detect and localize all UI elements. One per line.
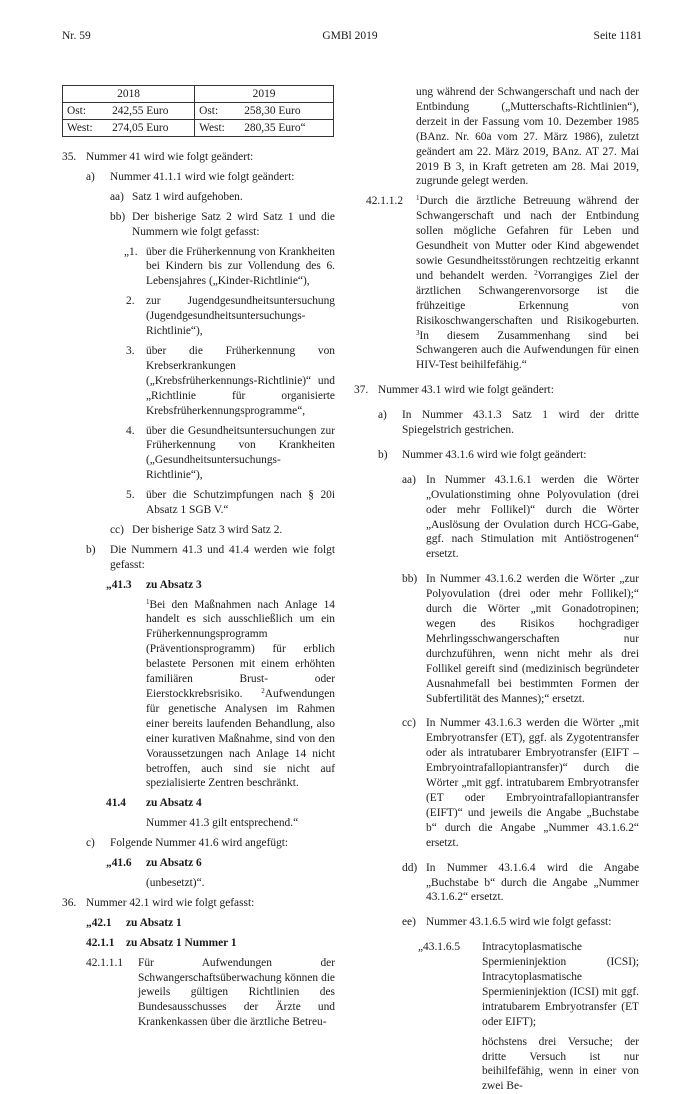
paragraph-41-3: $^1$Bei den Maßnahmen nach Anlage 14 handelt es sich ausschließlich um ein Früherkennungsprogramm (Präventionsprogramm) für erblich belastete Personen mit einem erhöhten familiären Brust- oder Eierstockkrebsrisiko. $^2$Aufwendungen für genetische Analysen im Rahmen einer bereits laufenden Behandlung, also einer kurativen Maßnahme, sind von den Voraussetzungen nach Anlage 14 nicht betroffen, auch sind sie nicht auf spezialisierte Zentren beschränkt. bbox=[146, 597, 335, 790]
section-heading: „42.1 zu Absatz 1 bbox=[86, 916, 182, 929]
table-cell: West: bbox=[195, 120, 241, 137]
item-37b-ee: ee) Nummer 43.1.6.5 wird wie folgt gefasst: bbox=[402, 916, 612, 929]
table-row bbox=[63, 103, 334, 120]
item-36: 36. Nummer 42.1 wird wie folgt gefasst: bbox=[62, 896, 255, 909]
section-heading: „41.3 zu Absatz 3 bbox=[106, 578, 202, 591]
item-37b-bb: bb) In Nummer 43.1.6.2 werden die Wörter „zur Polyovulation (drei oder mehr Follikel);“ durch die Wörter „mit Gonadotropinen; wegen des Risikos hochgradiger Mehrlingsschwangerschaften nur durchzuführen, wenn nicht mehr als drei Follikel gereift sind (medizinisch begründeter Ausnahmefall bei bestimmten Formen der Subfertilität des Mannes);“ ersetzt. bbox=[402, 573, 639, 705]
left-column bbox=[62, 150, 335, 1030]
rates-table bbox=[62, 85, 334, 137]
paragraph-41-6: (unbesetzt)“. bbox=[146, 876, 205, 889]
list-item: 4. über die Gesundheitsuntersuchungen zur Früherkennung von Krankheiten („Gesundheitsuntersuchungs-Richtlinie“), bbox=[126, 424, 335, 482]
table-row bbox=[63, 120, 334, 137]
table-cell: 258,30 Euro bbox=[240, 103, 333, 120]
item-37b-dd: dd) In Nummer 43.1.6.4 wird die Angabe „Buchstabe b“ durch die Angabe „Nummer 43.1.6.2“ ersetzt. bbox=[402, 861, 639, 904]
paragraph-42-1-1-2: 42.1.1.2 $^1$Durch die ärztliche Betreuung während der Schwangerschaft und nach der Entbindung sollen mögliche Gefahren für Leben und Gesundheit von Mutter oder Kind abgewendet sowie Gesundheitsstörungen rechtzeitig erkannt und behandelt werden. $^2$Vorrangiges Ziel der ärztlichen Schwangerenvorsorge ist die frühzeitige Erkennung von Risikoschwangerschaften und Risikogeburten. $^3$In diesem Zusammenhang sind bei Schwangeren auch die Aufwendungen für einen HIV-Test beihilfefähig.“ bbox=[366, 194, 639, 372]
paragraph-continuation: ung während der Schwangerschaft und nach der Entbindung („Mutterschafts-Richtlinien“), derzeit in der Fassung vom 10. Dezember 1985 (BAnz. Nr. 60a vom 27. März 1986), zuletzt geändert am 22. März 2019, BAnz. AT 27. Mai 2019 B 3, in Kraft getreten am 28. Mai 2019, zugrunde gelegt werden. bbox=[416, 86, 639, 188]
page-number: Seite 1181 bbox=[593, 30, 642, 42]
section-heading: 42.1.1 zu Absatz 1 Nummer 1 bbox=[86, 936, 237, 949]
issue-number: Nr. 59 bbox=[62, 30, 91, 42]
section-heading: 41.4 zu Absatz 4 bbox=[106, 797, 202, 810]
item-37b-cc: cc) In Nummer 43.1.6.3 werden die Wörter „mit Embryotransfer (ET), ggf. als Zygotentransfer oder als intratubarer Embryotransfer (EIFT – Embryointrafallopiantransfer)“ durch die Wörter „mit ggf. intratubarem Embryotransfer (ET oder Embryointrafallopiantransfer (EIFT)“ und jeweils die Angabe „Buchstabe b“ durch die Angabe „Nummer 43.1.6.2“ ersetzt. bbox=[402, 717, 639, 849]
item-35a-bb: bb) Der bisherige Satz 2 wird Satz 1 und die Nummern wie folgt gefasst: bbox=[110, 210, 335, 238]
item-37a: a) In Nummer 43.1.3 Satz 1 wird der dritte Spiegelstrich gestrichen. bbox=[378, 409, 639, 437]
item-35b: b) Die Nummern 41.3 und 41.4 werden wie folgt gefasst: bbox=[86, 543, 335, 571]
year-header: 2019 bbox=[195, 86, 334, 103]
list-item: „1. über die Früherkennung von Krankheiten bei Kindern bis zur Vollendung des 6. Lebensjahres („Kinder-Richtlinie“), bbox=[124, 245, 335, 288]
table-header-row bbox=[63, 86, 334, 103]
paragraph-42-1-1-1: 42.1.1.1 Für Aufwendungen der Schwangerschaftsüberwachung können die jeweils gültigen Richtlinien des Bundesausschusses der Ärzte und Krankenkassen über die ärztliche Betreu- bbox=[86, 956, 335, 1029]
item-35a-aa: aa) Satz 1 wird aufgehoben. bbox=[110, 190, 243, 203]
table-cell: West: bbox=[63, 120, 109, 137]
year-header: 2018 bbox=[63, 86, 195, 103]
table-cell: 242,55 Euro bbox=[108, 103, 195, 120]
table-cell: 280,35 Euro“ bbox=[240, 120, 333, 137]
section-heading: „41.6 zu Absatz 6 bbox=[106, 857, 202, 870]
paragraph-41-4: Nummer 41.3 gilt entsprechend.“ bbox=[146, 817, 299, 830]
item-35a-cc: cc) Der bisherige Satz 3 wird Satz 2. bbox=[110, 523, 283, 536]
item-35a: a) Nummer 41.1.1 wird wie folgt geändert: bbox=[86, 170, 295, 183]
item-37b-aa: aa) In Nummer 43.1.6.1 werden die Wörter „Ovulationstiming ohne Polyovulation (drei oder mehr Follikel)“ durch die Wörter „Auslösung der Ovulation durch HCG-Gabe, ggf. nach Stimulation mit Antiöstrogenen“ ersetzt. bbox=[402, 473, 639, 561]
paragraph-43-1-6-5: „43.1.6.5 Intracytoplasmatische Spermieninjektion (ICSI); Intracytoplasmatische Spermieninjektion (ICSI) mit ggf. intratubarem Embryotransfer (ET oder EIFT); höchstens drei Versuche; der dritte Versuch ist nur beihilfefähig, wenn in einer von zwei Be- bbox=[418, 941, 639, 1093]
list-item: 5. über die Schutzimpfungen nach § 20i Absatz 1 SGB V.“ bbox=[126, 489, 335, 517]
item-37b: b) Nummer 43.1.6 wird wie folgt geändert: bbox=[378, 448, 587, 461]
right-column bbox=[354, 85, 639, 1094]
list-item: 3. über die Früherkennung von Krebserkrankungen („Krebsfrüherkennungs-Richtlinie)“ und „Richtlinie für organisierte Krebsfrüherkennungsprogramme“, bbox=[126, 344, 335, 417]
item-35c: c) Folgende Nummer 41.6 wird angefügt: bbox=[86, 837, 289, 850]
list-item: 2. zur Jugendgesundheitsuntersuchung (Jugendgesundheitsuntersuchungs-Richtlinie“), bbox=[126, 295, 335, 338]
table-cell: Ost: bbox=[63, 103, 109, 120]
table-cell: 274,05 Euro bbox=[108, 120, 195, 137]
publication-title: GMBl 2019 bbox=[322, 30, 378, 42]
table-cell: Ost: bbox=[195, 103, 241, 120]
item-35: 35. Nummer 41 wird wie folgt geändert: bbox=[62, 151, 254, 163]
item-37: 37. Nummer 43.1 wird wie folgt geändert: bbox=[354, 384, 554, 397]
